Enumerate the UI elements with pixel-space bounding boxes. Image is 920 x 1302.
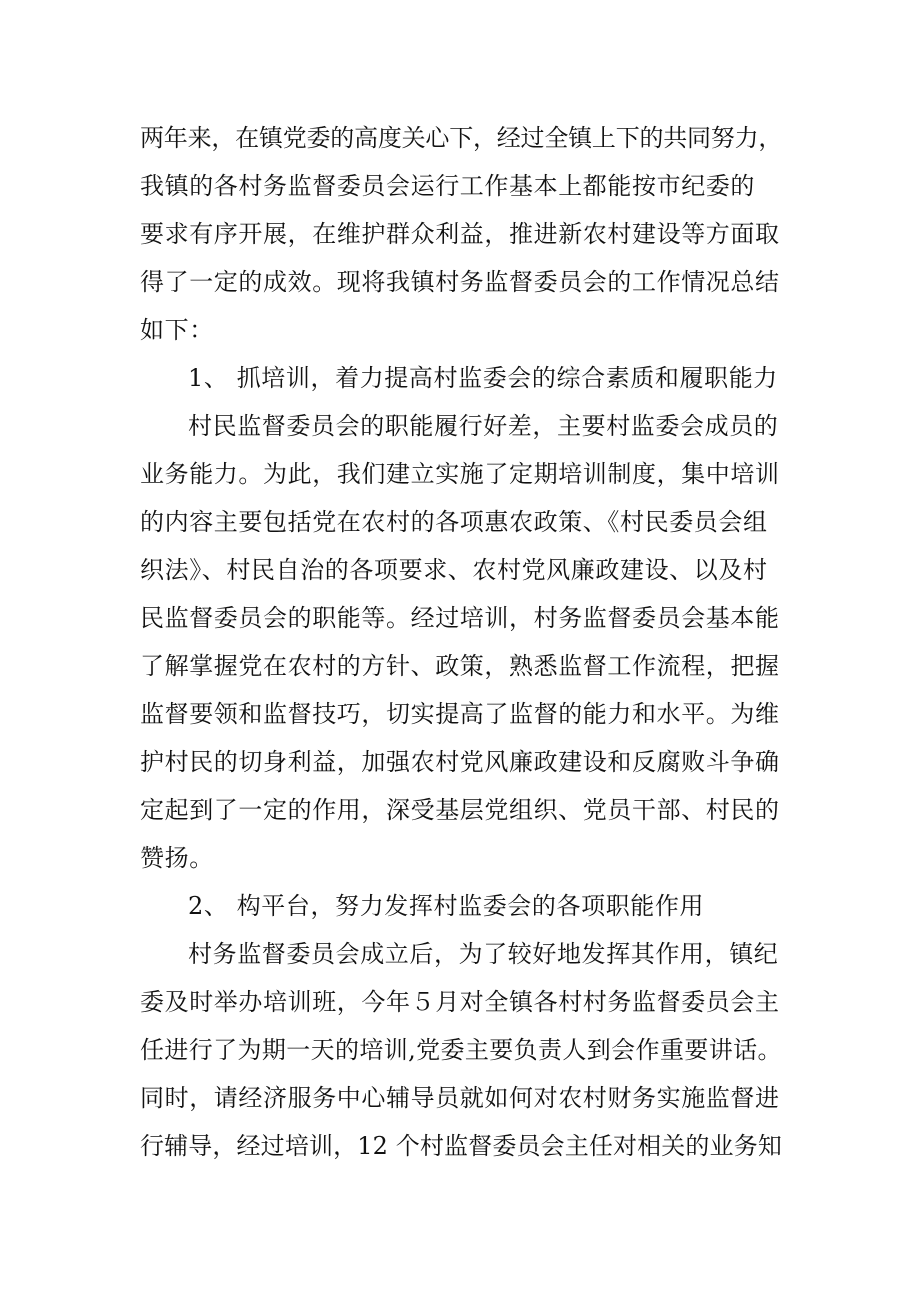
- text-line: 定起到了一定的作用，深受基层党组织、党员干部、村民的: [140, 796, 780, 824]
- text-line: 任进行了为期一天的培训,党委主要负责人到会作重要讲话。: [140, 1036, 782, 1064]
- section-heading-2: 2、 构平台，努力发挥村监委会的各项职能作用: [188, 892, 705, 920]
- text-line: 了解掌握党在农村的方针、政策，熟悉监督工作流程，把握: [140, 652, 780, 680]
- text-line: 两年来，在镇党委的高度关心下，经过全镇上下的共同努力，: [140, 124, 783, 152]
- text-line: 委及时举办培训班，今年５月对全镇各村村务监督委员会主: [140, 988, 780, 1016]
- text-line: 赞扬。: [140, 844, 214, 872]
- text-line: 民监督委员会的职能等。经过培训，村务监督委员会基本能: [140, 604, 780, 632]
- text-line: 行辅导，经过培训，12 个村监督委员会主任对相关的业务知: [140, 1132, 782, 1160]
- section-heading-1: 1、 抓培训，着力提高村监委会的综合素质和履职能力: [188, 364, 778, 392]
- text-line: 我镇的各村务监督委员会运行工作基本上都能按市纪委的: [140, 172, 755, 200]
- text-line: 村民监督委员会的职能履行好差，主要村监委会成员的: [188, 412, 779, 440]
- text-line: 得了一定的成效。现将我镇村务监督委员会的工作情况总结: [140, 268, 780, 296]
- text-line: 同时，请经济服务中心辅导员就如何对农村财务实施监督进: [140, 1084, 780, 1112]
- text-line: 监督要领和监督技巧，切实提高了监督的能力和水平。为维: [140, 700, 780, 728]
- text-line: 业务能力。为此，我们建立实施了定期培训制度，集中培训: [140, 460, 780, 488]
- text-line: 护村民的切身利益，加强农村党风廉政建设和反腐败斗争确: [140, 748, 780, 776]
- text-line: 如下：: [140, 316, 214, 344]
- text-line: 要求有序开展，在维护群众利益，推进新农村建设等方面取: [140, 220, 780, 248]
- text-line: 村务监督委员会成立后，为了较好地发挥其作用，镇纪: [188, 940, 779, 968]
- text-line: 织法》、村民自治的各项要求、农村党风廉政建设、以及村: [140, 556, 768, 584]
- text-line: 的内容主要包括党在农村的各项惠农政策、《村民委员会组: [140, 508, 768, 536]
